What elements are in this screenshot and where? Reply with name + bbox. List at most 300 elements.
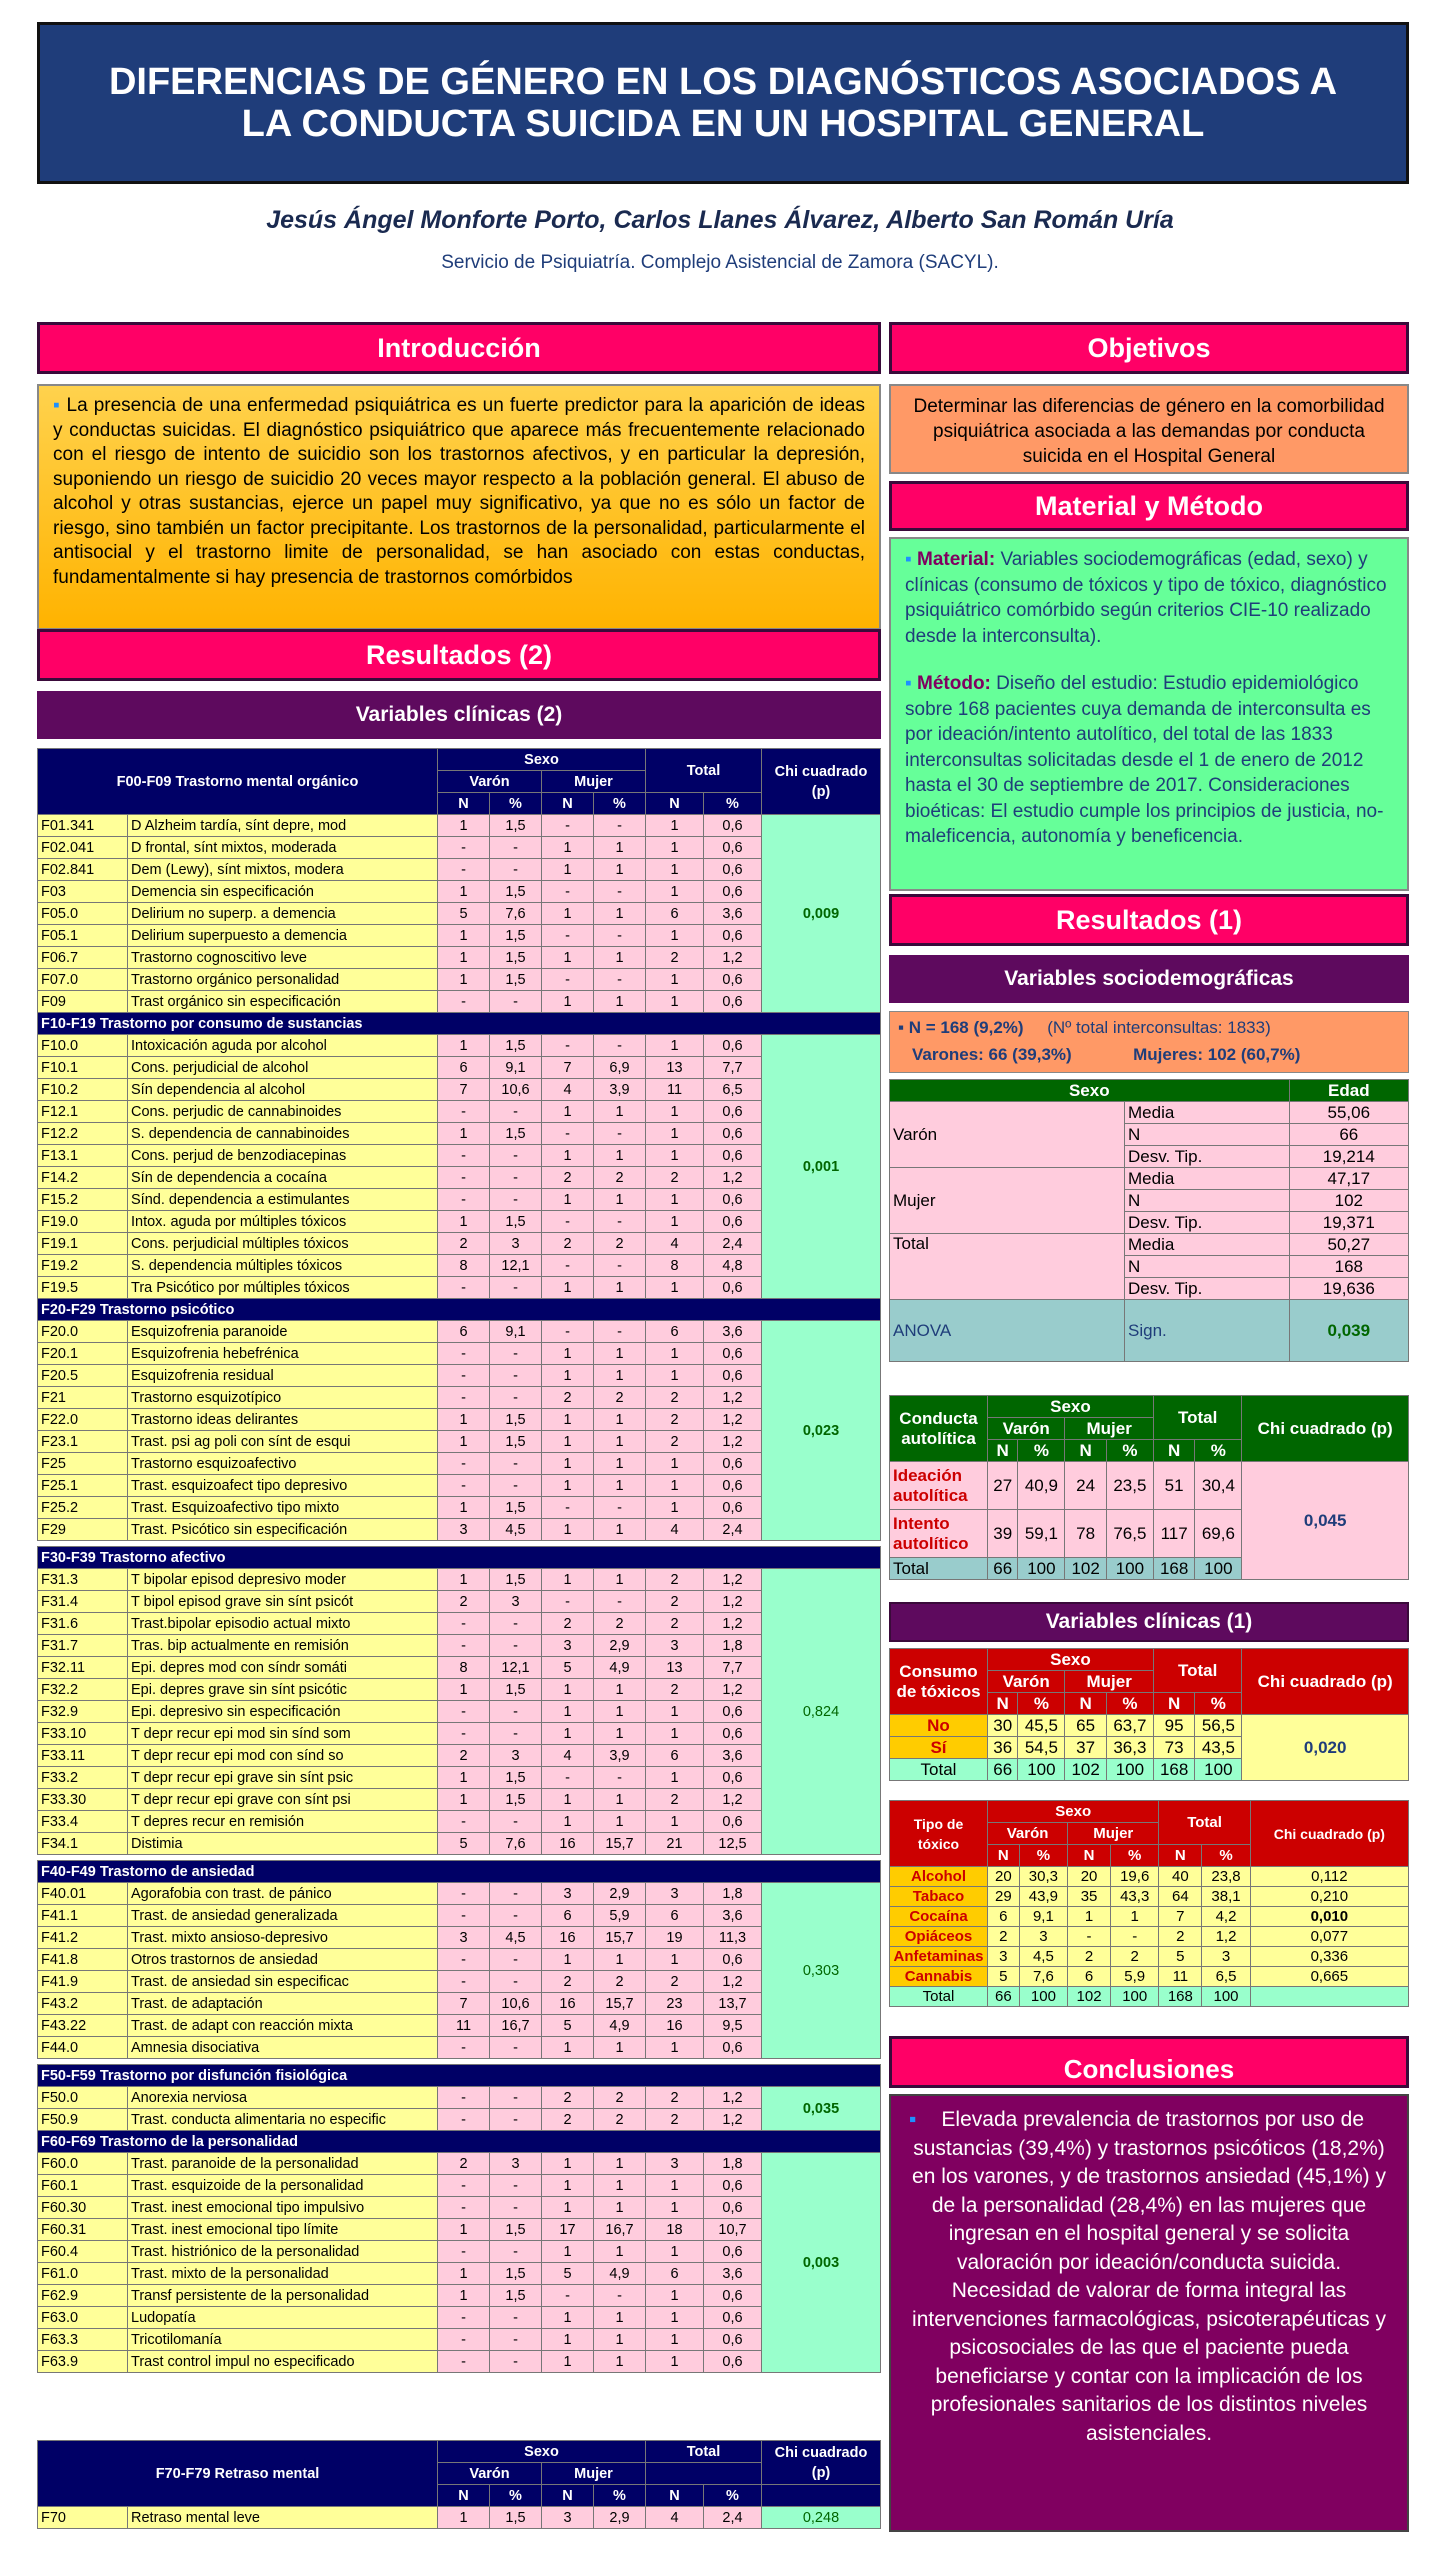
conducta-table: [889, 1395, 1409, 1580]
table-cell: 1: [646, 859, 704, 881]
table-cell: 1: [438, 1123, 490, 1145]
table-cell: 1: [594, 2307, 646, 2329]
table-cell: 1: [594, 1723, 646, 1745]
table-cell: 2: [988, 1927, 1020, 1947]
table-row: [38, 1365, 881, 1387]
table-cell: S. dependencia múltiples tóxicos: [128, 1255, 438, 1277]
table-cell: 1: [542, 991, 594, 1013]
table-row: [38, 903, 881, 925]
table-cell: 1,2: [1202, 1927, 1250, 1947]
table-cell: -: [490, 1343, 542, 1365]
table-header: N: [988, 1693, 1018, 1715]
table-cell: 36: [988, 1737, 1018, 1759]
table-cell: Epi. depresivo sin especificación: [128, 1701, 438, 1723]
table-cell: 1: [542, 2037, 594, 2059]
table-header: Mujer: [1065, 1418, 1153, 1440]
retraso-varon: Varón: [438, 2463, 542, 2485]
table-cell: 1: [594, 837, 646, 859]
table-cell: 1: [542, 2307, 594, 2329]
table-cell: Trast. Esquizoafectivo tipo mixto: [128, 1497, 438, 1519]
table-cell: -: [490, 1145, 542, 1167]
table-cell: Trastorno esquizotípico: [128, 1387, 438, 1409]
table-cell: 1: [594, 1811, 646, 1833]
table-cell: 1: [646, 1497, 704, 1519]
table-cell: 23,5: [1106, 1462, 1153, 1510]
table-header: %: [1195, 1440, 1242, 1462]
table-cell: 1: [542, 837, 594, 859]
table-header: Sexo: [890, 1080, 1290, 1102]
table-cell: 0,077: [1250, 1927, 1408, 1947]
table-cell: 1: [646, 1189, 704, 1211]
table-cell: 39: [988, 1510, 1018, 1558]
table-cell: 0,303: [762, 1883, 881, 2059]
table-cell: 8: [438, 1255, 490, 1277]
table-cell: 100: [1195, 1759, 1242, 1781]
table-cell: 9,1: [1019, 1907, 1067, 1927]
table-cell: 1: [542, 1519, 594, 1541]
table-cell: 9,5: [704, 2015, 762, 2037]
table-cell: 1,5: [490, 1497, 542, 1519]
table-cell: -: [438, 1905, 490, 1927]
table-cell: 0,6: [704, 2307, 762, 2329]
table-header: %: [1019, 1845, 1067, 1867]
authors: Jesús Ángel Monforte Porto, Carlos Llanes Álvarez, Alberto San Román Uría: [266, 206, 1174, 234]
table-cell: 63,7: [1106, 1715, 1153, 1737]
table-cell: F15.2: [38, 1189, 128, 1211]
table-cell: 8: [438, 1657, 490, 1679]
table-row: [38, 1833, 881, 1855]
table-cell: 5: [542, 2263, 594, 2285]
table-row: [38, 1057, 881, 1079]
table-cell: 6: [646, 1321, 704, 1343]
table-cell: Trast. mixto ansioso-depresivo: [128, 1927, 438, 1949]
table-cell: Trast. de adaptación: [128, 1993, 438, 2015]
table-cell: 3,9: [594, 1079, 646, 1101]
table-cell: 1,2: [704, 2087, 762, 2109]
table-cell: [1250, 1987, 1408, 2007]
table-cell: F20.0: [38, 1321, 128, 1343]
table-cell: 6,5: [704, 1079, 762, 1101]
table-cell: Cons. perjudicial de alcohol: [128, 1057, 438, 1079]
table-row: [38, 1321, 881, 1343]
table-header: N: [1159, 1845, 1202, 1867]
table-cell: -: [542, 969, 594, 991]
table-cell: -: [542, 1211, 594, 1233]
table-cell: 2: [646, 1431, 704, 1453]
table-cell: Total: [890, 1234, 1125, 1300]
table-cell: 64: [1159, 1887, 1202, 1907]
table-cell: Trast. mixto de la personalidad: [128, 2263, 438, 2285]
table-cell: -: [1110, 1927, 1158, 1947]
table-cell: 1: [594, 1453, 646, 1475]
table-cell: 0,6: [704, 1343, 762, 1365]
table-cell: -: [490, 2351, 542, 2373]
table-cell: 1: [542, 1277, 594, 1299]
section-title: F30-F39 Trastorno afectivo: [38, 1547, 881, 1569]
table-cell: -: [490, 2197, 542, 2219]
table-row: [38, 1591, 881, 1613]
section-title: F20-F29 Trastorno psicótico: [38, 1299, 881, 1321]
table-cell: 1: [594, 1679, 646, 1701]
table-header: F00-F09 Trastorno mental orgánico: [38, 749, 438, 815]
retraso-p: %: [490, 2485, 542, 2507]
table-cell: 1: [594, 947, 646, 969]
retraso-total: Total: [646, 2441, 762, 2463]
table-cell: 0,6: [704, 2197, 762, 2219]
table-cell: 117: [1153, 1510, 1194, 1558]
table-cell: 1: [646, 1723, 704, 1745]
table-cell: 2: [438, 1591, 490, 1613]
table-cell: 1: [542, 1569, 594, 1591]
edad-table: [889, 1079, 1409, 1362]
table-cell: 1,2: [704, 947, 762, 969]
table-cell: Trast. histriónico de la personalidad: [128, 2241, 438, 2263]
table-row: [38, 1167, 881, 1189]
tipo-table: [889, 1800, 1409, 2007]
table-cell: 1: [438, 2285, 490, 2307]
table-cell: -: [438, 1453, 490, 1475]
retraso-n: N: [542, 2485, 594, 2507]
table-cell: 1: [594, 1189, 646, 1211]
table-cell: F05.1: [38, 925, 128, 947]
table-cell: 1,8: [704, 1883, 762, 1905]
table-cell: F34.1: [38, 1833, 128, 1855]
table-cell: Media: [1125, 1168, 1290, 1190]
table-cell: 1: [646, 2241, 704, 2263]
table-cell: Cannabis: [890, 1967, 988, 1987]
table-cell: -: [438, 1189, 490, 1211]
table-cell: 1: [542, 1949, 594, 1971]
table-cell: 100: [1018, 1759, 1065, 1781]
table-cell: 2: [438, 2153, 490, 2175]
table-cell: 17: [542, 2219, 594, 2241]
table-cell: 1,5: [490, 925, 542, 947]
table-cell: 9,1: [490, 1057, 542, 1079]
table-cell: 1: [438, 1431, 490, 1453]
table-cell: -: [594, 1767, 646, 1789]
table-cell: F32.9: [38, 1701, 128, 1723]
table-cell: F22.0: [38, 1409, 128, 1431]
retraso-p: %: [704, 2485, 762, 2507]
table-cell: -: [542, 1767, 594, 1789]
table-cell: 69,6: [1195, 1510, 1242, 1558]
table-cell: 3: [490, 1745, 542, 1767]
table-cell: 7,6: [490, 1833, 542, 1855]
table-row: [38, 991, 881, 1013]
res1-subheading: Variables sociodemográficas: [889, 955, 1409, 1003]
table-cell: F33.10: [38, 1723, 128, 1745]
consumo-wrap: [889, 1648, 1409, 1781]
table-cell: 40: [1159, 1867, 1202, 1887]
table-cell: T depr recur epi mod sin sínd som: [128, 1723, 438, 1745]
table-cell: Mujer: [890, 1168, 1125, 1234]
table-cell: Trast control impul no especificado: [128, 2351, 438, 2373]
table-cell: -: [490, 1453, 542, 1475]
table-cell: -: [490, 1883, 542, 1905]
table-cell: 40,9: [1018, 1462, 1065, 1510]
table-cell: 2,9: [594, 2507, 646, 2529]
table-cell: Epi. depres grave sin sínt psicótic: [128, 1679, 438, 1701]
table-cell: -: [542, 1321, 594, 1343]
retraso-n: N: [646, 2485, 704, 2507]
table-cell: 1,5: [490, 1679, 542, 1701]
table-cell: Trastorno cognoscitivo leve: [128, 947, 438, 969]
table-header: Total: [646, 749, 762, 793]
table-cell: 0,6: [704, 1189, 762, 1211]
table-cell: -: [594, 1497, 646, 1519]
table-cell: 1: [646, 1701, 704, 1723]
table-cell: -: [1068, 1927, 1111, 1947]
table-row: [38, 1789, 881, 1811]
table-cell: 1: [646, 2197, 704, 2219]
table-row: [38, 947, 881, 969]
table-cell: 1: [542, 1431, 594, 1453]
table-cell: 3,6: [704, 1321, 762, 1343]
table-cell: -: [438, 1475, 490, 1497]
table-cell: -: [490, 1277, 542, 1299]
table-cell: 1: [594, 1365, 646, 1387]
table-cell: 1: [594, 1145, 646, 1167]
table-cell: 1,5: [490, 1431, 542, 1453]
table-cell: 1,5: [490, 1569, 542, 1591]
table-cell: Delirium superpuesto a demencia: [128, 925, 438, 947]
table-cell: 0,6: [704, 1123, 762, 1145]
table-cell: 6: [646, 2263, 704, 2285]
table-cell: 1: [594, 2197, 646, 2219]
table-row: [38, 1657, 881, 1679]
table-cell: 0,6: [704, 1145, 762, 1167]
table-cell: 2: [646, 1167, 704, 1189]
table-cell: 1: [646, 1277, 704, 1299]
table-cell: 2: [594, 1167, 646, 1189]
table-cell: Otros trastornos de ansiedad: [128, 1949, 438, 1971]
table-cell: 0,6: [704, 1767, 762, 1789]
table-cell: 6: [646, 1905, 704, 1927]
table-cell: 168: [1153, 1759, 1194, 1781]
table-cell: F09: [38, 991, 128, 1013]
table-cell: F01.341: [38, 815, 128, 837]
table-cell: 0,045: [1242, 1462, 1409, 1580]
table-cell: F19.1: [38, 1233, 128, 1255]
table-cell: 65: [1065, 1715, 1106, 1737]
table-cell: 1: [594, 2153, 646, 2175]
table-cell: Sínd. dependencia a estimulantes: [128, 1189, 438, 1211]
table-row: [38, 1101, 881, 1123]
table-cell: Tricotilomanía: [128, 2329, 438, 2351]
table-row: [38, 859, 881, 881]
table-cell: F33.2: [38, 1767, 128, 1789]
table-cell: 1: [542, 947, 594, 969]
table-cell: 1: [542, 1789, 594, 1811]
table-header: Varón: [988, 1823, 1068, 1845]
table-header: N: [988, 1845, 1020, 1867]
table-cell: 1,2: [704, 1167, 762, 1189]
table-cell: 3,9: [594, 1745, 646, 1767]
table-cell: 3,6: [704, 1745, 762, 1767]
table-cell: F32.11: [38, 1657, 128, 1679]
retraso-n: N: [438, 2485, 490, 2507]
table-cell: F29: [38, 1519, 128, 1541]
table-cell: T depr recur epi mod con sínd so: [128, 1745, 438, 1767]
table-cell: 1,5: [490, 1767, 542, 1789]
table-cell: 1: [594, 859, 646, 881]
table-cell: -: [438, 1635, 490, 1657]
table-cell: T bipol episod grave sin sínt psicót: [128, 1591, 438, 1613]
table-cell: 1: [594, 903, 646, 925]
table-cell: 43,9: [1019, 1887, 1067, 1907]
table-row: [38, 1679, 881, 1701]
table-cell: 21: [646, 1833, 704, 1855]
table-cell: 13: [646, 1657, 704, 1679]
table-cell: No: [890, 1715, 988, 1737]
table-cell: 0,6: [704, 1701, 762, 1723]
table-header: Mujer: [1068, 1823, 1159, 1845]
section-title: F10-F19 Trastorno por consumo de sustancias: [38, 1013, 881, 1035]
table-row: [38, 1189, 881, 1211]
table-cell: -: [438, 2197, 490, 2219]
table-row: [38, 1475, 881, 1497]
table-row: [38, 2219, 881, 2241]
table-cell: 1: [646, 1949, 704, 1971]
table-cell: -: [438, 1971, 490, 1993]
table-cell: 38,1: [1202, 1887, 1250, 1907]
table-cell: -: [542, 2285, 594, 2307]
table-cell: 1,5: [490, 2263, 542, 2285]
table-cell: 1: [646, 1123, 704, 1145]
table-cell: 2: [646, 1591, 704, 1613]
table-cell: 4,9: [594, 2263, 646, 2285]
table-header: Total: [1159, 1801, 1250, 1845]
table-cell: F14.2: [38, 1167, 128, 1189]
table-cell: 2: [438, 1745, 490, 1767]
table-cell: Trast.bipolar episodio actual mixto: [128, 1613, 438, 1635]
table-cell: 1,2: [704, 1569, 762, 1591]
table-row: [38, 2307, 881, 2329]
table-cell: F33.4: [38, 1811, 128, 1833]
table-cell: Anorexia nerviosa: [128, 2087, 438, 2109]
table-cell: 16,7: [594, 2219, 646, 2241]
table-cell: 1: [594, 1277, 646, 1299]
table-cell: 1: [594, 2329, 646, 2351]
table-cell: Trast. esquizoafect tipo depresivo: [128, 1475, 438, 1497]
table-cell: 2: [542, 1971, 594, 1993]
table-cell: 0,020: [1242, 1715, 1409, 1781]
table-cell: 1: [542, 1365, 594, 1387]
table-cell: 2: [646, 2109, 704, 2131]
table-cell: -: [542, 1591, 594, 1613]
table-cell: -: [490, 1949, 542, 1971]
table-cell: -: [438, 1101, 490, 1123]
table-cell: 1: [646, 991, 704, 1013]
table-cell: 1: [438, 969, 490, 991]
table-header: Varón: [988, 1671, 1065, 1693]
table-row: [38, 1745, 881, 1767]
table-cell: 1: [542, 1723, 594, 1745]
table-cell: 59,1: [1018, 1510, 1065, 1558]
table-header: Edad: [1289, 1080, 1408, 1102]
table-cell: 15,7: [594, 1927, 646, 1949]
table-cell: 0,6: [704, 1497, 762, 1519]
tipo-wrap: [889, 1800, 1409, 2007]
table-cell: 29: [988, 1887, 1020, 1907]
table-cell: 1: [646, 1211, 704, 1233]
table-cell: 0,6: [704, 2241, 762, 2263]
table-cell: 55,06: [1289, 1102, 1408, 1124]
table-cell: 1,5: [490, 1035, 542, 1057]
table-cell: Delirium no superp. a demencia: [128, 903, 438, 925]
n-summary: ▪ N = 168 (9,2%) (Nº total interconsultas: 1833) Varones: 66 (39,3%) Mujeres: 102 (60,7%): [889, 1011, 1409, 1073]
table-row: [38, 2263, 881, 2285]
table-cell: 1: [594, 1409, 646, 1431]
table-header: %: [1018, 1440, 1065, 1462]
table-cell: 1: [438, 2507, 490, 2529]
table-cell: 1: [646, 1035, 704, 1057]
table-cell: 6,9: [594, 1057, 646, 1079]
table-cell: F41.8: [38, 1949, 128, 1971]
intro-heading: Introducción: [37, 322, 881, 374]
table-cell: 1: [542, 1343, 594, 1365]
table-cell: 1: [646, 815, 704, 837]
table-cell: 102: [1065, 1759, 1106, 1781]
table-cell: 168: [1153, 1558, 1194, 1580]
retraso-mujer: Mujer: [542, 2463, 646, 2485]
table-cell: 1: [594, 1789, 646, 1811]
table-cell: 7: [438, 1079, 490, 1101]
table-row: [38, 815, 881, 837]
table-cell: 7,6: [490, 903, 542, 925]
table-cell: 1: [646, 881, 704, 903]
table-cell: 1,2: [704, 2109, 762, 2131]
table-cell: 1: [594, 1701, 646, 1723]
table-cell: -: [438, 2109, 490, 2131]
table-cell: Trastorno esquizoafectivo: [128, 1453, 438, 1475]
table-cell: F41.9: [38, 1971, 128, 1993]
table-cell: 11: [1159, 1967, 1202, 1987]
table-row: [38, 1387, 881, 1409]
table-cell: F32.2: [38, 1679, 128, 1701]
table-cell: 0,6: [704, 815, 762, 837]
table-row: [38, 1635, 881, 1657]
table-header: Tipo de tóxico: [890, 1801, 988, 1867]
table-cell: 1: [542, 1811, 594, 1833]
table-cell: 16: [542, 1927, 594, 1949]
table-cell: 19,6: [1110, 1867, 1158, 1887]
retraso-chi-h: Chi cuadrado (p): [762, 2441, 881, 2485]
table-row: [38, 1431, 881, 1453]
table-cell: 1: [542, 859, 594, 881]
table-cell: 3: [490, 1591, 542, 1613]
table-cell: -: [594, 1591, 646, 1613]
table-cell: 10,7: [704, 2219, 762, 2241]
table-cell: 56,5: [1195, 1715, 1242, 1737]
table-cell: 2: [646, 1971, 704, 1993]
table-cell: 1: [542, 1145, 594, 1167]
table-cell: 1,8: [704, 2153, 762, 2175]
table-cell: 1: [594, 1343, 646, 1365]
table-cell: Trast. paranoide de la personalidad: [128, 2153, 438, 2175]
table-cell: 102: [1068, 1987, 1111, 2007]
table-cell: Trast. Psicótico sin especificación: [128, 1519, 438, 1541]
table-cell: -: [594, 1255, 646, 1277]
table-cell: Trast. inest emocional tipo impulsivo: [128, 2197, 438, 2219]
table-cell: F02.041: [38, 837, 128, 859]
table-cell: Epi. depres mod con síndr somáti: [128, 1657, 438, 1679]
table-cell: F10.1: [38, 1057, 128, 1079]
table-cell: -: [490, 2307, 542, 2329]
table-cell: Cons. perjudicial múltiples tóxicos: [128, 1233, 438, 1255]
table-cell: 6: [438, 1057, 490, 1079]
table-cell: 1,5: [490, 1123, 542, 1145]
